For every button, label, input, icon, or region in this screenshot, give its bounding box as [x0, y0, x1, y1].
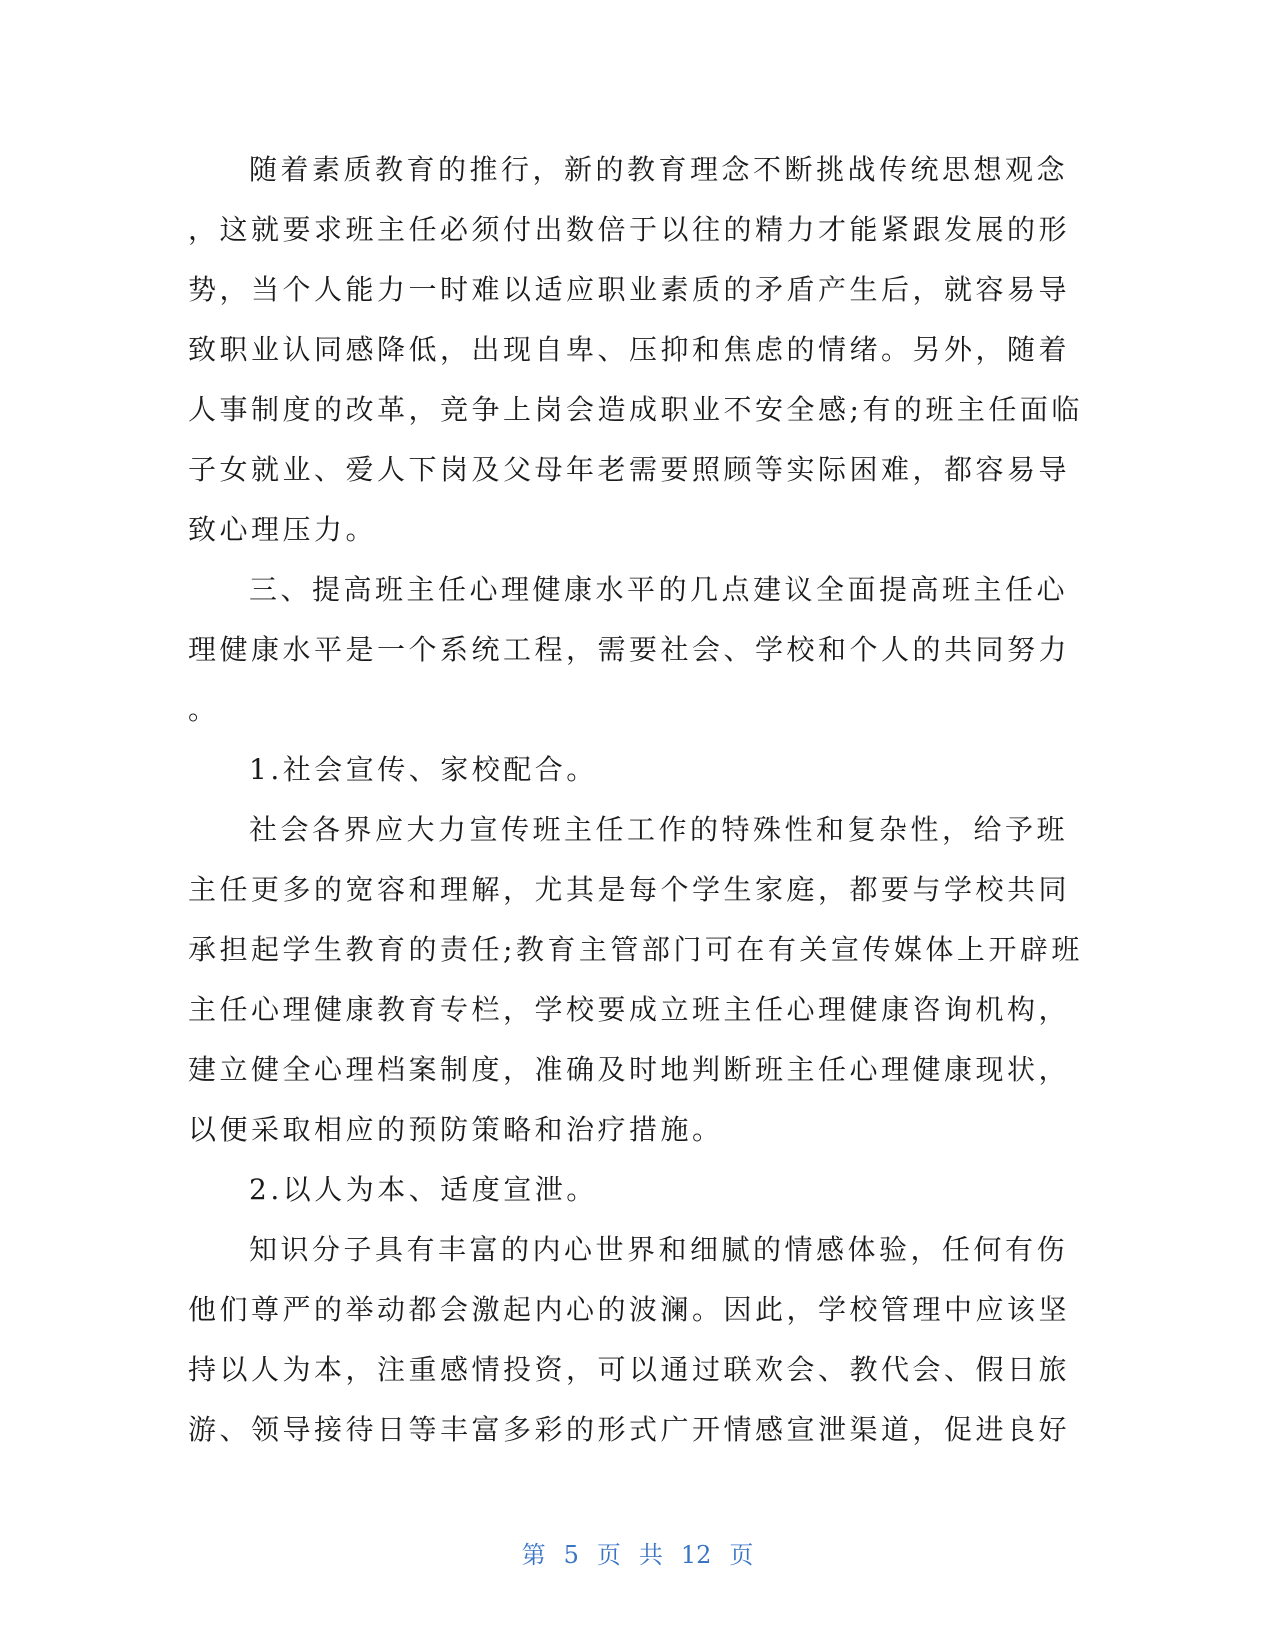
total-pages-number: 12 — [680, 1541, 712, 1569]
text-line: 人事制度的改革，竞争上岗会造成职业不安全感;有的班主任面临 — [188, 393, 1083, 426]
text-line: 理健康水平是一个系统工程，需要社会、学校和个人的共同努力 — [188, 633, 1071, 666]
text-line: ，这就要求班主任必须付出数倍于以往的精力才能紧跟发展的形 — [188, 213, 1071, 246]
text-line: 知识分子具有丰富的内心世界和细腻的情感体验，任何有伤 — [249, 1233, 1069, 1266]
subheading-line: 1.社会宣传、家校配合。 — [249, 753, 598, 786]
text-line: 主任更多的宽容和理解，尤其是每个学生家庭，都要与学校共同 — [188, 873, 1071, 906]
text-line: 以便采取相应的预防策略和治疗措施。 — [188, 1113, 724, 1146]
text-line: 。 — [188, 693, 220, 726]
text-line: 子女就业、爱人下岗及父母年老需要照顾等实际困难，都容易导 — [188, 453, 1071, 486]
section-heading-line: 三、提高班主任心理健康水平的几点建议全面提高班主任心 — [249, 573, 1069, 606]
text-line: 持以人为本，注重感情投资，可以通过联欢会、教代会、假日旅 — [188, 1353, 1071, 1386]
document-body — [188, 140, 1083, 1460]
text-line: 他们尊严的举动都会激起内心的波澜。因此，学校管理中应该坚 — [188, 1293, 1071, 1326]
footer-label-page: 页 — [596, 1541, 621, 1569]
footer-label-suffix: 页 — [729, 1541, 754, 1569]
text-line: 主任心理健康教育专栏，学校要成立班主任心理健康咨询机构， — [188, 993, 1071, 1026]
text-line: 势，当个人能力一时难以适应职业素质的矛盾产生后，就容易导 — [188, 273, 1071, 306]
subheading-line: 2.以人为本、适度宣泄。 — [249, 1173, 598, 1206]
current-page-number: 5 — [563, 1541, 579, 1569]
page-footer — [0, 1535, 1275, 1570]
footer-label-prefix: 第 — [521, 1541, 546, 1569]
text-line: 社会各界应大力宣传班主任工作的特殊性和复杂性，给予班 — [249, 813, 1069, 846]
text-line: 建立健全心理档案制度，准确及时地判断班主任心理健康现状， — [188, 1053, 1071, 1086]
text-line: 随着素质教育的推行，新的教育理念不断挑战传统思想观念 — [249, 153, 1069, 186]
text-line: 游、领导接待日等丰富多彩的形式广开情感宣泄渠道，促进良好 — [188, 1413, 1071, 1446]
text-line: 致心理压力。 — [188, 513, 378, 546]
footer-label-total: 共 — [638, 1541, 663, 1569]
text-line: 致职业认同感降低，出现自卑、压抑和焦虑的情绪。另外，随着 — [188, 333, 1071, 366]
text-line: 承担起学生教育的责任;教育主管部门可在有关宣传媒体上开辟班 — [188, 933, 1083, 966]
